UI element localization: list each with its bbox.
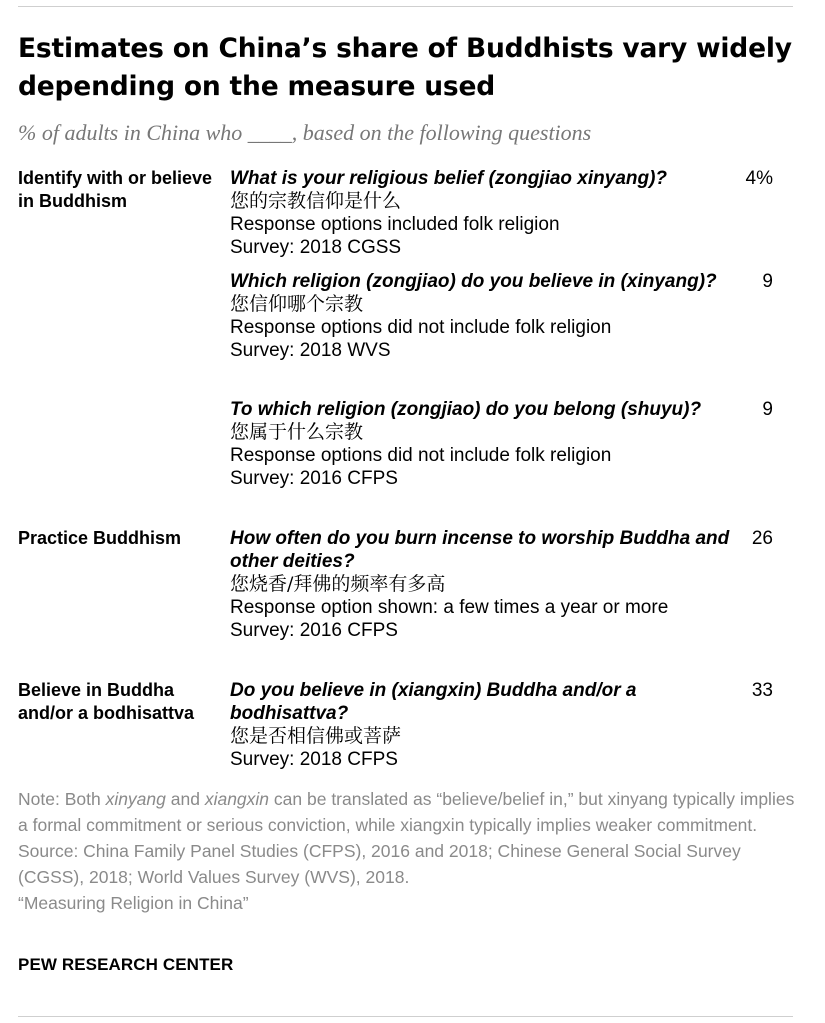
table-row <box>18 679 808 779</box>
pew-logo: PEW RESEARCH CENTER <box>18 955 234 974</box>
survey-source: Survey: 2018 WVS <box>230 340 391 361</box>
term-xinyang: xinyang <box>105 789 166 809</box>
question-chinese: 您的宗教信仰是什么 <box>230 190 402 212</box>
report-title: “Measuring Religion in China” <box>18 893 249 913</box>
question-text: What is your religious belief (zongjiao xinyang)? <box>230 168 668 189</box>
question-text: To which religion (zongjiao) do you belong (shuyu)? <box>230 399 702 420</box>
question-block <box>230 679 730 771</box>
page-title: Estimates on China’s share of Buddhists vary widely depending on the measure used <box>18 33 792 102</box>
source-text: Source: China Family Panel Studies (CFPS), 2016 and 2018; Chinese General Social Survey (CGSS), 2018; World Values Survey (WVS), 2018. <box>18 841 741 887</box>
term-xiangxin: xiangxin <box>204 789 270 809</box>
survey-source: Survey: 2018 CGSS <box>230 237 402 258</box>
note-text: Note: Both xinyang and xiangxin can be translated as “believe/belief in,” but xinyang typically implies a formal commitment or serious conviction, while xiangxin typically implies weaker commitment. <box>18 789 795 835</box>
question-text: Do you believe in (xiangxin) Buddha and/or a bodhisattva? <box>230 680 637 724</box>
notes-block <box>18 786 798 916</box>
response-note: Response options did not include folk religion <box>230 445 612 466</box>
question-block <box>230 270 730 362</box>
top-rule <box>18 6 793 7</box>
response-note: Response option shown: a few times a year or more <box>230 597 669 618</box>
question-chinese: 您信仰哪个宗教 <box>230 293 364 315</box>
question-chinese: 您属于什么宗教 <box>230 421 364 443</box>
survey-source: Survey: 2016 CFPS <box>230 620 398 641</box>
question-block <box>230 167 730 259</box>
row-category: Identify with or believe in Buddhism <box>18 168 213 211</box>
question-chinese: 您是否相信佛或菩萨 <box>230 725 402 747</box>
question-table <box>18 167 808 779</box>
table-row <box>18 398 808 527</box>
subtitle: % of adults in China who ____, based on the following questions <box>18 120 592 145</box>
table-row <box>18 527 808 679</box>
row-value: 4% <box>745 168 773 189</box>
bottom-rule <box>18 1016 793 1017</box>
survey-source: Survey: 2016 CFPS <box>230 468 398 489</box>
row-category: Practice Buddhism <box>18 528 182 548</box>
question-block <box>230 527 730 642</box>
table-row <box>18 167 808 270</box>
row-value: 9 <box>762 271 773 292</box>
row-value: 33 <box>751 680 773 701</box>
question-text: Which religion (zongjiao) do you believe in (xinyang)? <box>230 271 717 292</box>
response-note: Response options did not include folk religion <box>230 317 612 338</box>
question-text: How often do you burn incense to worship Buddha and other deities? <box>230 528 730 572</box>
response-note: Response options included folk religion <box>230 214 560 235</box>
survey-source: Survey: 2018 CFPS <box>230 749 398 770</box>
row-value: 26 <box>751 528 773 549</box>
question-block <box>230 398 730 490</box>
row-value: 9 <box>762 399 773 420</box>
table-row <box>18 270 808 398</box>
row-category: Believe in Buddha and/or a bodhisattva <box>18 680 195 723</box>
question-chinese: 您烧香/拜佛的频率有多高 <box>230 573 446 595</box>
